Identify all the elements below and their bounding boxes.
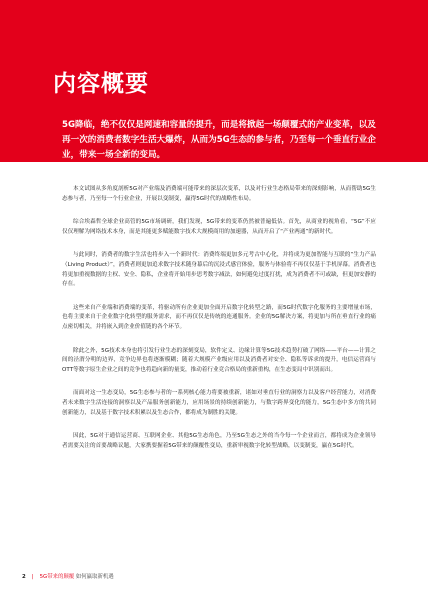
page-title: 内容概要 bbox=[53, 71, 149, 97]
body-paragraph-7: 因此，5G对于通信运营商、互联网企业、其他5G生态角色，乃至5G生态之外的当今每一个企业而言，都将成为企业领导者需要关注的首要战略议题，大家携要握着5G带来的颠覆性变局，重新审视数字化转型战略，以变制变，赢在5G时代。 bbox=[62, 433, 376, 449]
body-paragraph-1: 本文试图从多角度剖析5G对产业端及消费端可能带来的深层次变革，以及对行业生态格局带来的深刻影响，从而帮助5G生态参与者，乃至每一个行业企业，开展以变制变，赢得5G时代的战略性布局。 bbox=[62, 186, 376, 202]
body-paragraph-4: 这些来自产业端和消费端的变革，将驱动所有企业更加全面开启数字化转型之路，而5G时代数字化服务的主要增量市场，也将主要来自于企业数字化转型的服务需求，而不再仅仅是传统的连通服务。企业的5G解决方案，将更加与所在垂直行业的痛点密切相关，并将嵌入到企业价值链的各个环节。 bbox=[62, 304, 376, 330]
footer-doc-subtitle: 如何赢取新机遇 bbox=[75, 574, 114, 580]
page-number: 2 bbox=[22, 574, 26, 580]
footer-doc-brand: 5G带来的颠覆 bbox=[39, 574, 75, 580]
body-paragraph-5: 除此之外，5G技术本身也将引发行业生态的深刻变局，软件定义、边缘计算等5G技术趋势打破了网络——平台——计算之间的泾渭分明的边界，竞争边界也将逐渐模糊；随着大规模产业级应用以及消费者对安全、隐私等诉求的提升，电信运营商与OTT等数字原生企业之间的竞争也将趋向新的量变，推动着行业竞合格局的重新重构，在生态变局中识别而出。 bbox=[62, 347, 376, 373]
body-paragraph-3: 与此同时，消费者的数字生活也将步入一个新时代：消费终端更加多元考古中心化，并将成为更加智能与互联的“生力产品（Living Product）”，消费者则更加追求数字技术随身幕后的沉浸式感官体验，服务与体验将不再仅仅基于手机屏幕。消费者也将更加重视数据的主权、安全、隐私，企业将开始用步思考数字减法，如何避免过度打扰，成为消费者不可或缺，但更加安静的存在。 bbox=[62, 252, 376, 288]
body-paragraph-6: 而面对这一生态变局，5G生态参与者的一系列核心能力将要被重新，诸如对垂直行业的洞察力以及客户经营能力，对消费者未来数字生活连接的洞察以及产品服务创新能力，应用场景的持续创新能力，与数字跨界变化的能力，5G生态中多方的共同创新能力，以及基于数字技术积累以及生态合作，都将成为制胜的关键。 bbox=[62, 390, 376, 416]
header-band bbox=[0, 0, 428, 162]
footer-separator: | bbox=[31, 574, 34, 580]
page-footer bbox=[22, 572, 114, 580]
body-paragraph-2: 综合埃森哲全球企业高管的5G市场调研，我们发现，5G带来的变革仍然被普遍低估。首先，从商业的视角看，“5G”不应仅仅理解为网络技术本身，而是其能更多赋能数字技术大规模商用的加速器，从而开启了“产业两通”的新时代。 bbox=[62, 219, 376, 235]
body-text bbox=[62, 185, 376, 465]
lead-paragraph: 5G降临，绝不仅仅是网速和容量的提升，而是将掀起一场颠覆式的产业变革，以及再一次的消费者数字生活大爆炸，从而为5G生态的参与者，乃至每一个垂直行业企业，带来一场全新的变局。 bbox=[62, 120, 376, 160]
